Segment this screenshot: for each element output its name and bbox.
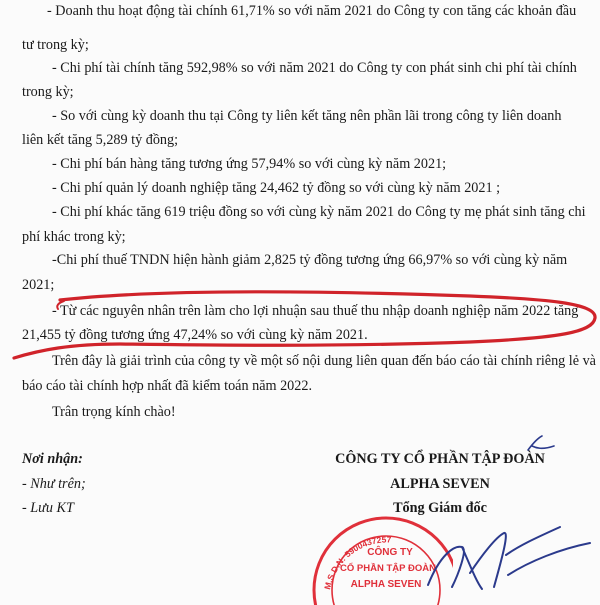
text-line: Trên đây là giải trình của công ty về một số nội dung liên quan đến báo cáo tài chính riêng lẻ và: [52, 353, 596, 369]
signatory-title: Tổng Giám đốc: [393, 500, 487, 516]
highlighted-conclusion-line: - Từ các nguyên nhân trên làm cho lợi nhuận sau thuế thu nhập doanh nghiệp năm 2022 tăng: [52, 303, 579, 319]
text-line: 2021;: [22, 277, 55, 293]
company-name-line2: ALPHA SEVEN: [390, 476, 490, 492]
text-line: - So với cùng kỳ doanh thu tại Công ty liên kết tăng nên phần lãi trong công ty liên doanh: [52, 108, 562, 124]
text-line: -Chi phí thuế TNDN hiện hành giảm 2,825 tỷ đồng tương ứng 66,97% so với cùng kỳ năm: [52, 252, 568, 268]
seal-code: M.S.D.N: 5900437257: [322, 534, 392, 591]
text-line: - Chi phí bán hàng tăng tương ứng 57,94% so với cùng kỳ năm 2021;: [52, 156, 447, 172]
seal-text: CỔ PHẦN TẬP ĐOÀN: [340, 563, 436, 574]
seal-text: CÔNG TY: [367, 547, 413, 558]
text-line: báo cáo tài chính hợp nhất đã kiểm toán năm 2022.: [22, 378, 312, 394]
signature-icon: [410, 515, 600, 600]
recipient-item: - Như trên;: [22, 476, 86, 492]
text-line: trong kỳ;: [22, 84, 74, 100]
company-name: CÔNG TY CỔ PHẦN TẬP ĐOÀN: [335, 451, 545, 467]
closing-greeting: Trân trọng kính chào!: [52, 404, 176, 420]
text-line: - Chi phí khác tăng 619 triệu đồng so với cùng kỳ năm 2021 do Công ty mẹ phát sinh tăng chi: [52, 204, 586, 220]
text-line: phí khác trong kỳ;: [22, 229, 126, 245]
highlighted-conclusion-line: 21,455 tỷ đồng tương ứng 47,24% so với cùng kỳ năm 2021.: [22, 327, 368, 343]
seal-text: ALPHA SEVEN: [350, 579, 422, 590]
text-line: tư trong kỳ;: [22, 37, 89, 53]
text-line: liên kết tăng 5,289 tỷ đồng;: [22, 132, 179, 148]
initial-mark-icon: [520, 428, 560, 460]
recipients-heading: Nơi nhận:: [22, 451, 83, 467]
text-line: - Doanh thu hoạt động tài chính 61,71% so với năm 2021 do Công ty con tăng các khoản đầu: [47, 3, 577, 19]
text-line: - Chi phí quản lý doanh nghiệp tăng 24,462 tỷ đồng so với cùng kỳ năm 2021 ;: [52, 180, 501, 196]
text-line: - Chi phí tài chính tăng 592,98% so với năm 2021 do Công ty con phát sinh chi phí tài chính: [52, 60, 577, 76]
recipient-item: - Lưu KT: [22, 500, 74, 516]
